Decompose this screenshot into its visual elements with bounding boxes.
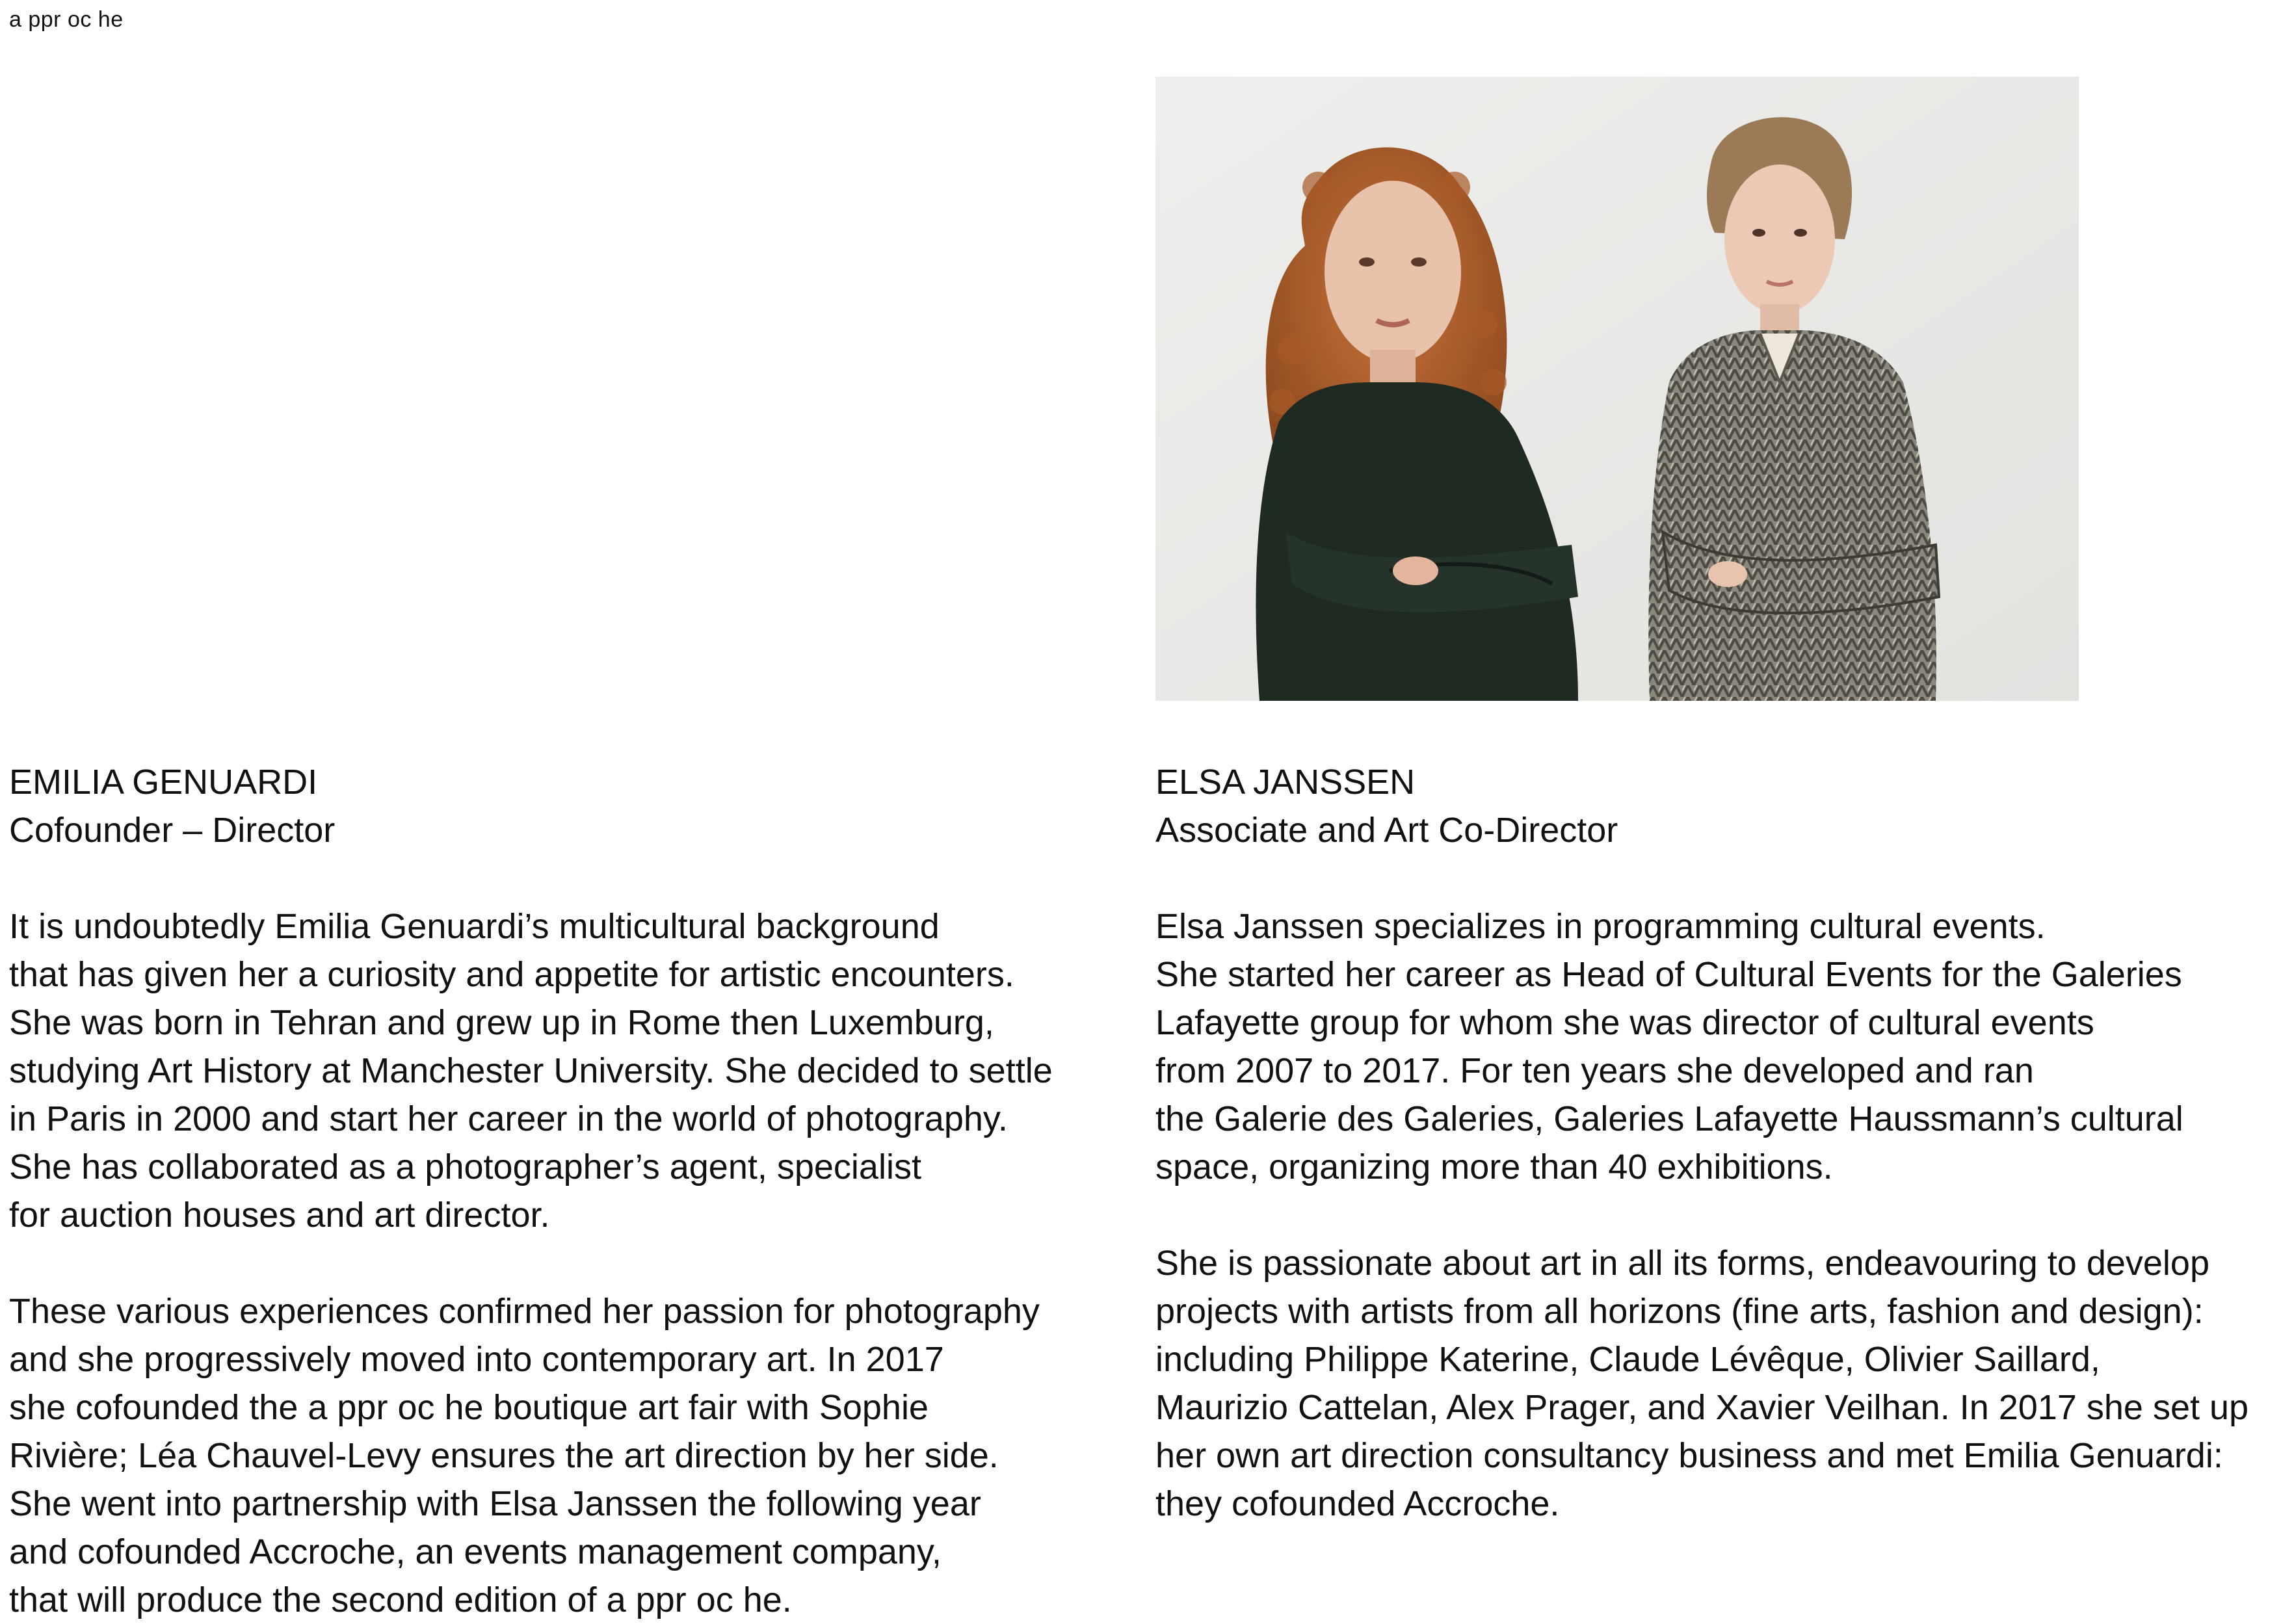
bio-line: She has collaborated as a photographer’s agent, specialist bbox=[9, 1147, 921, 1186]
bio-line: from 2007 to 2017. For ten years she developed and ran bbox=[1155, 1051, 2034, 1090]
bio-line: that has given her a curiosity and appetite for artistic encounters. bbox=[9, 955, 1014, 994]
bio-line: Rivière; Léa Chauvel-Levy ensures the art direction by her side. bbox=[9, 1436, 999, 1475]
bio-line: She went into partnership with Elsa Janssen the following year bbox=[9, 1484, 981, 1523]
brand-logo-text: a ppr oc he bbox=[9, 7, 124, 32]
bio-line: projects with artists from all horizons (fine arts, fashion and design): bbox=[1155, 1292, 2204, 1331]
bio-line: and she progressively moved into contemporary art. In 2017 bbox=[9, 1340, 944, 1379]
bio-line: they cofounded Accroche. bbox=[1155, 1484, 1560, 1523]
profile-name: ELSA JANSSEN bbox=[1155, 763, 1416, 802]
bio-line: Elsa Janssen specializes in programming cultural events. bbox=[1155, 907, 2046, 946]
portrait-photo bbox=[1155, 77, 2079, 701]
bio-line: These various experiences confirmed her passion for photography bbox=[9, 1292, 1040, 1331]
bio-line: her own art direction consultancy business and met Emilia Genuardi: bbox=[1155, 1436, 2223, 1475]
profile-name: EMILIA GENUARDI bbox=[9, 763, 318, 802]
portrait-illustration bbox=[1155, 77, 2079, 701]
bio-paragraph bbox=[9, 1287, 1053, 1624]
bio-line: and cofounded Accroche, an events management company, bbox=[9, 1532, 942, 1571]
bio-line: She started her career as Head of Cultural Events for the Galeries bbox=[1155, 955, 2182, 994]
bio-paragraph bbox=[9, 902, 1053, 1239]
bio-line: It is undoubtedly Emilia Genuardi’s multicultural background bbox=[9, 907, 940, 946]
bio-line: that will produce the second edition of a ppr oc he. bbox=[9, 1580, 792, 1619]
bio-line: Maurizio Cattelan, Alex Prager, and Xavier Veilhan. In 2017 she set up bbox=[1155, 1388, 2249, 1427]
bio-line: She is passionate about art in all its forms, endeavouring to develop bbox=[1155, 1244, 2209, 1283]
bio-line: space, organizing more than 40 exhibitions. bbox=[1155, 1147, 1833, 1186]
bio-line: the Galerie des Galeries, Galeries Lafayette Haussmann’s cultural bbox=[1155, 1099, 2183, 1138]
bio-paragraph bbox=[1155, 1239, 2248, 1528]
bio-line: in Paris in 2000 and start her career in the world of photography. bbox=[9, 1099, 1008, 1138]
bio-line: Lafayette group for whom she was director of cultural events bbox=[1155, 1003, 2094, 1042]
bio-line: She was born in Tehran and grew up in Rome then Luxemburg, bbox=[9, 1003, 994, 1042]
profile-elsa-janssen bbox=[1155, 758, 2248, 1528]
profile-role: Cofounder – Director bbox=[9, 811, 336, 850]
profile-emilia-genuardi bbox=[9, 758, 1053, 1624]
profile-role: Associate and Art Co-Director bbox=[1155, 811, 1618, 850]
bio-line: for auction houses and art director. bbox=[9, 1196, 550, 1235]
bio-line: she cofounded the a ppr oc he boutique art fair with Sophie bbox=[9, 1388, 929, 1427]
bio-paragraph bbox=[1155, 902, 2248, 1191]
bio-line: studying Art History at Manchester University. She decided to settle bbox=[9, 1051, 1053, 1090]
bio-line: including Philippe Katerine, Claude Lévêque, Olivier Saillard, bbox=[1155, 1340, 2100, 1379]
